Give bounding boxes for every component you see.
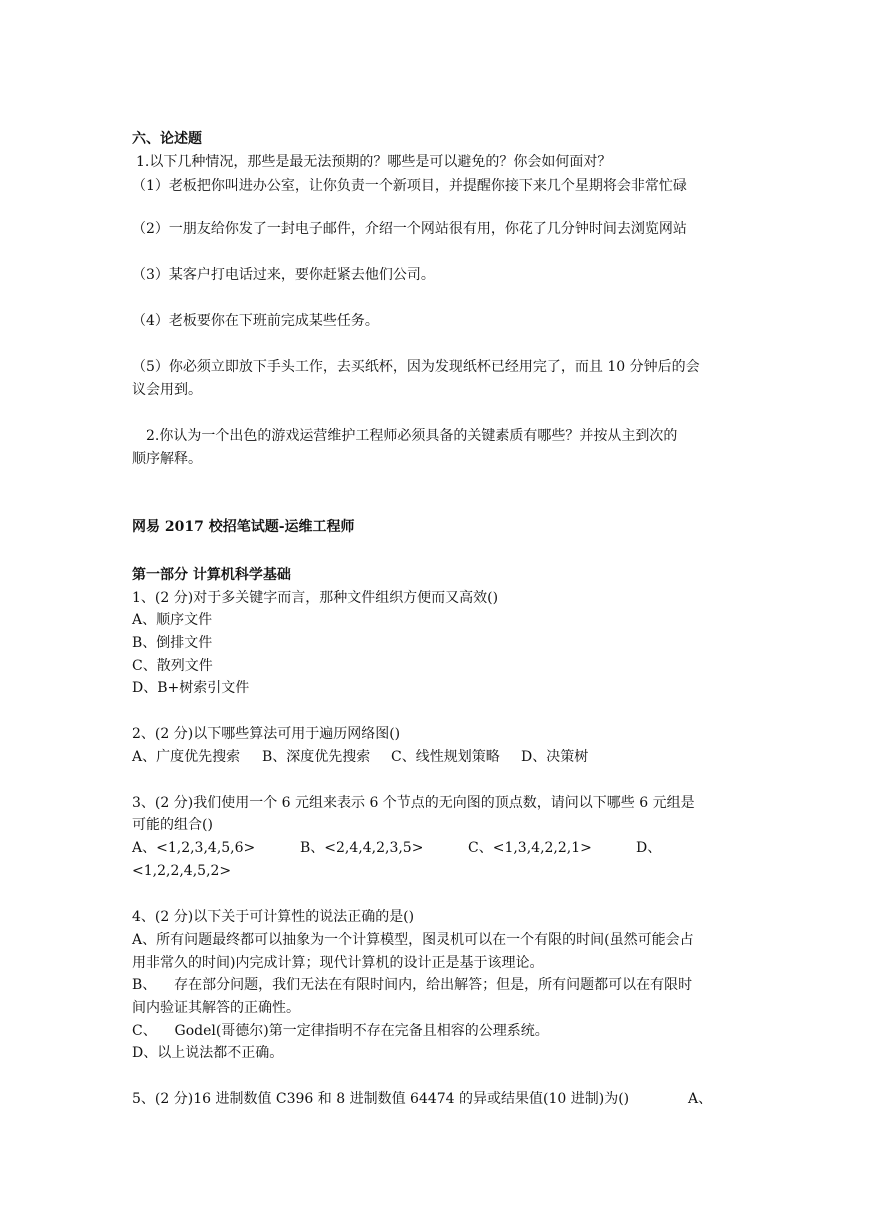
q1-option-d: D、B+树索引文件 xyxy=(132,680,250,696)
q2-option-c: C、线性规划策略 xyxy=(391,749,500,765)
mc-question-3-line-1: 3、(2 分)我们使用一个 6 元组来表示 6 个节点的无向图的顶点数，请问以下哪些 6 元组是 xyxy=(132,795,695,811)
mc-question-1: 1、(2 分)对于多关键字而言，那种文件组织方便而又高效() xyxy=(132,590,499,606)
q1-option-c: C、散列文件 xyxy=(132,658,213,674)
essay-q1-item-3: （3）某客户打电话过来，要你赶紧去他们公司。 xyxy=(132,267,435,283)
essay-q1-item-1: （1）老板把你叫进办公室，让你负责一个新项目，并提醒你接下来几个星期将会非常忙碌 xyxy=(132,178,687,194)
q2-option-d: D、决策树 xyxy=(521,749,589,765)
exam-title: 网易 2017 校招笔试题-运维工程师 xyxy=(132,519,355,535)
q2-option-a: A、广度优先搜索 xyxy=(132,749,241,765)
q3-option-c: C、<1,3,4,2,2,1> xyxy=(468,840,592,856)
q3-option-d: D、 xyxy=(636,840,662,856)
essay-question-2-line-2: 顺序解释。 xyxy=(132,451,202,467)
part-1-title: 第一部分 计算机科学基础 xyxy=(132,567,291,583)
essay-question-2-line-1: 2.你认为一个出色的游戏运营维护工程师必须具备的关键素质有哪些？并按从主到次的 xyxy=(146,428,678,444)
essay-q1-item-4: （4）老板要你在下班前完成某些任务。 xyxy=(132,313,379,329)
q3-option-d-value: <1,2,2,4,5,2> xyxy=(132,863,232,879)
q2-option-b: B、深度优先搜索 xyxy=(262,749,371,765)
q5-option-a: A、 xyxy=(688,1091,713,1107)
q4-option-b-line-2: 间内验证其解答的正确性。 xyxy=(132,1000,300,1016)
mc-question-3-line-2: 可能的组合() xyxy=(132,817,213,833)
mc-question-2: 2、(2 分)以下哪些算法可用于遍历网络图() xyxy=(132,726,401,742)
essay-question-1: 1.以下几种情况，那些是最无法预期的？哪些是可以避免的？你会如何面对？ xyxy=(136,154,612,170)
q4-option-a-line-2: 用非常久的时间)内完成计算；现代计算机的设计正是基于该理论。 xyxy=(132,955,544,971)
q1-option-b: B、倒排文件 xyxy=(132,635,213,651)
q4-option-c: C、 Godel(哥德尔)第一定律指明不存在完备且相容的公理系统。 xyxy=(132,1023,549,1039)
q1-option-a: A、顺序文件 xyxy=(132,612,213,628)
q4-option-a-line-1: A、所有问题最终都可以抽象为一个计算模型，图灵机可以在一个有限的时间(虽然可能会占 xyxy=(132,932,694,948)
essay-q1-item-2: （2）一朋友给你发了一封电子邮件，介绍一个网站很有用，你花了几分钟时间去浏览网站 xyxy=(132,221,687,237)
essay-q1-item-5-line-2: 议会用到。 xyxy=(132,382,202,398)
q3-option-a: A、<1,2,3,4,5,6> xyxy=(132,840,256,856)
section-6-title: 六、论述题 xyxy=(132,131,202,147)
mc-question-5: 5、(2 分)16 进制数值 C396 和 8 进制数值 64474 的异或结果值(10 进制)为() xyxy=(132,1091,630,1107)
q3-option-b: B、<2,4,4,2,3,5> xyxy=(300,840,424,856)
q4-option-d: D、以上说法都不正确。 xyxy=(132,1045,284,1061)
essay-q1-item-5-line-1: （5）你必须立即放下手头工作，去买纸杯，因为发现纸杯已经用完了，而且 10 分钟后的会 xyxy=(132,359,700,375)
q4-option-b-line-1: B、 存在部分问题，我们无法在有限时间内，给出解答；但是，所有问题都可以在有限时 xyxy=(132,977,693,993)
mc-question-4: 4、(2 分)以下关于可计算性的说法正确的是() xyxy=(132,909,415,925)
